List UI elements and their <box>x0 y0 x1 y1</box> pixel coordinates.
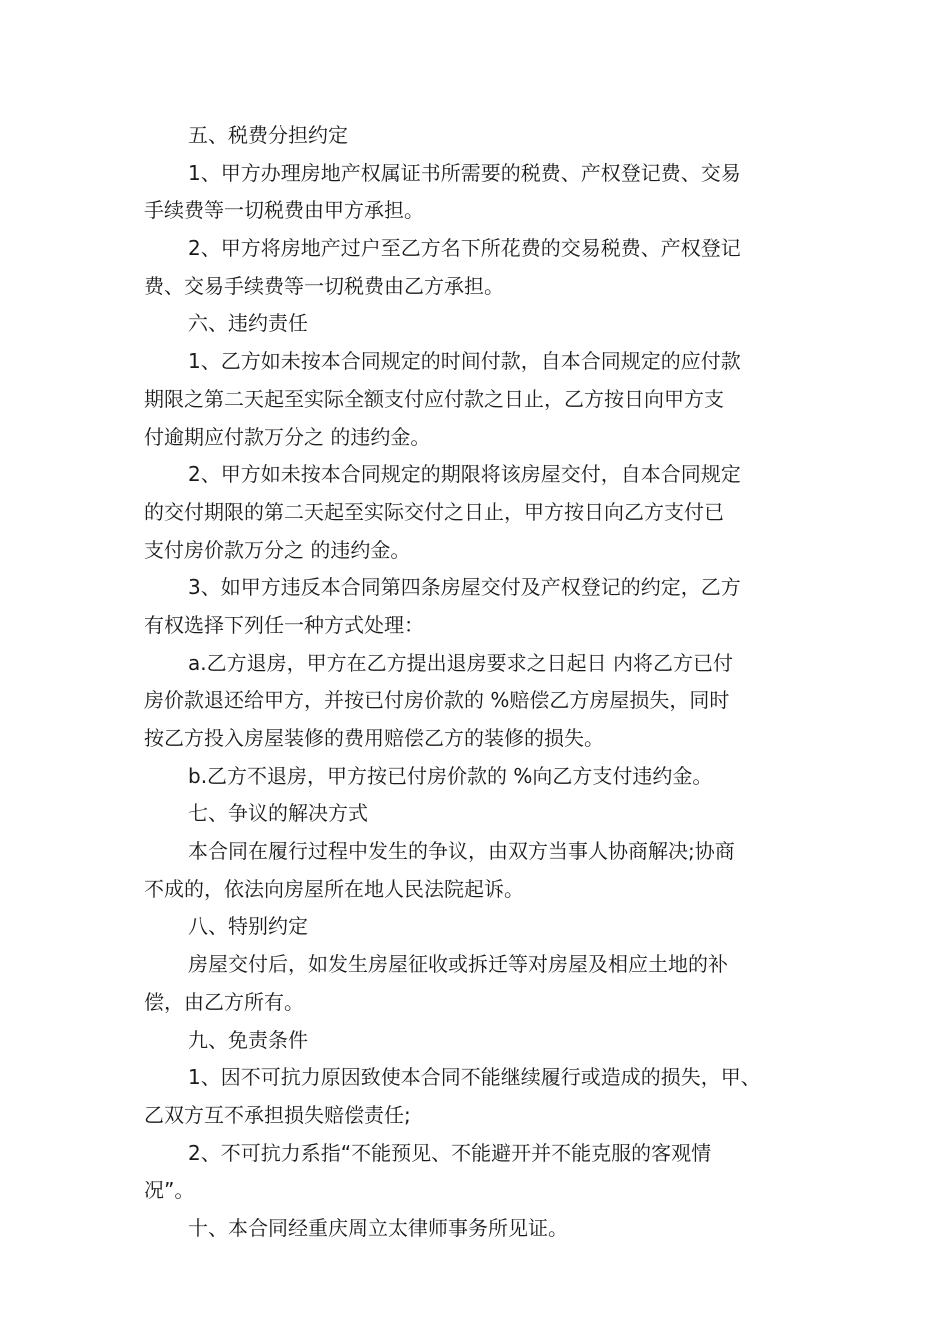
paragraph-line: 按乙方投入房屋装修的费用赔偿乙方的装修的损失。 <box>144 726 604 750</box>
document-body <box>144 117 816 1248</box>
paragraph-line: 有权选择下列任一种方式处理： <box>144 612 424 637</box>
paragraph-line: 期限之第二天起至实际全额支付应付款之日止，乙方按日向甲方支 <box>144 386 724 411</box>
section-heading-dispute: 七、争议的解决方式 <box>188 801 368 826</box>
paragraph-line: 偿，由乙方所有。 <box>144 989 304 1014</box>
paragraph-line: a.乙方退房，甲方在乙方提出退房要求之日起日 内将乙方已付 <box>188 650 733 675</box>
paragraph-line: 支付房价款万分之 的违约金。 <box>144 537 411 562</box>
paragraph-line: 2、不可抗力系指“不能预见、不能避开并不能克服的客观情 <box>188 1140 712 1165</box>
paragraph-line: 房屋交付后，如发生房屋征收或拆迁等对房屋及相应土地的补 <box>188 952 728 977</box>
paragraph-line: 不成的，依法向房屋所在地人民法院起诉。 <box>144 876 524 901</box>
paragraph-line: 3、如甲方违反本合同第四条房屋交付及产权登记的约定，乙方 <box>188 575 741 600</box>
paragraph-line: 费、交易手续费等一切税费由乙方承担。 <box>144 273 504 298</box>
paragraph-line: 1、乙方如未按本合同规定的时间付款，自本合同规定的应付款 <box>188 349 741 374</box>
section-heading-exemption: 九、免责条件 <box>188 1027 308 1052</box>
paragraph-line: 本合同在履行过程中发生的争议，由双方当事人协商解决;协商 <box>188 839 735 864</box>
paragraph-line: 2、甲方如未按本合同规定的期限将该房屋交付，自本合同规定 <box>188 462 741 487</box>
paragraph-line: 的交付期限的第二天起至实际交付之日止，甲方按日向乙方支付已 <box>144 499 724 524</box>
paragraph-line: 房价款退还给甲方，并按已付房价款的 %赔偿乙方房屋损失，同时 <box>144 688 730 713</box>
paragraph-line: 况”。 <box>144 1178 195 1203</box>
section-heading-special: 八、特别约定 <box>188 914 308 939</box>
section-heading-tax: 五、税费分担约定 <box>188 123 348 147</box>
paragraph-line: 手续费等一切税费由甲方承担。 <box>144 198 424 223</box>
paragraph-line: 1、甲方办理房地产权属证书所需要的税费、产权登记费、交易 <box>188 160 741 185</box>
paragraph-line: 1、因不可抗力原因致使本合同不能继续履行或造成的损失，甲、 <box>188 1065 761 1090</box>
paragraph-line: 付逾期应付款万分之 的违约金。 <box>144 424 431 449</box>
paragraph-line: b.乙方不退房，甲方按已付房价款的 %向乙方支付违约金。 <box>188 763 713 788</box>
section-heading-breach: 六、违约责任 <box>188 311 308 336</box>
paragraph-line: 乙双方互不承担损失赔偿责任; <box>144 1102 411 1127</box>
paragraph-line: 2、甲方将房地产过户至乙方名下所花费的交易税费、产权登记 <box>188 236 741 261</box>
section-heading-witness: 十、本合同经重庆周立太律师事务所见证。 <box>188 1215 568 1240</box>
